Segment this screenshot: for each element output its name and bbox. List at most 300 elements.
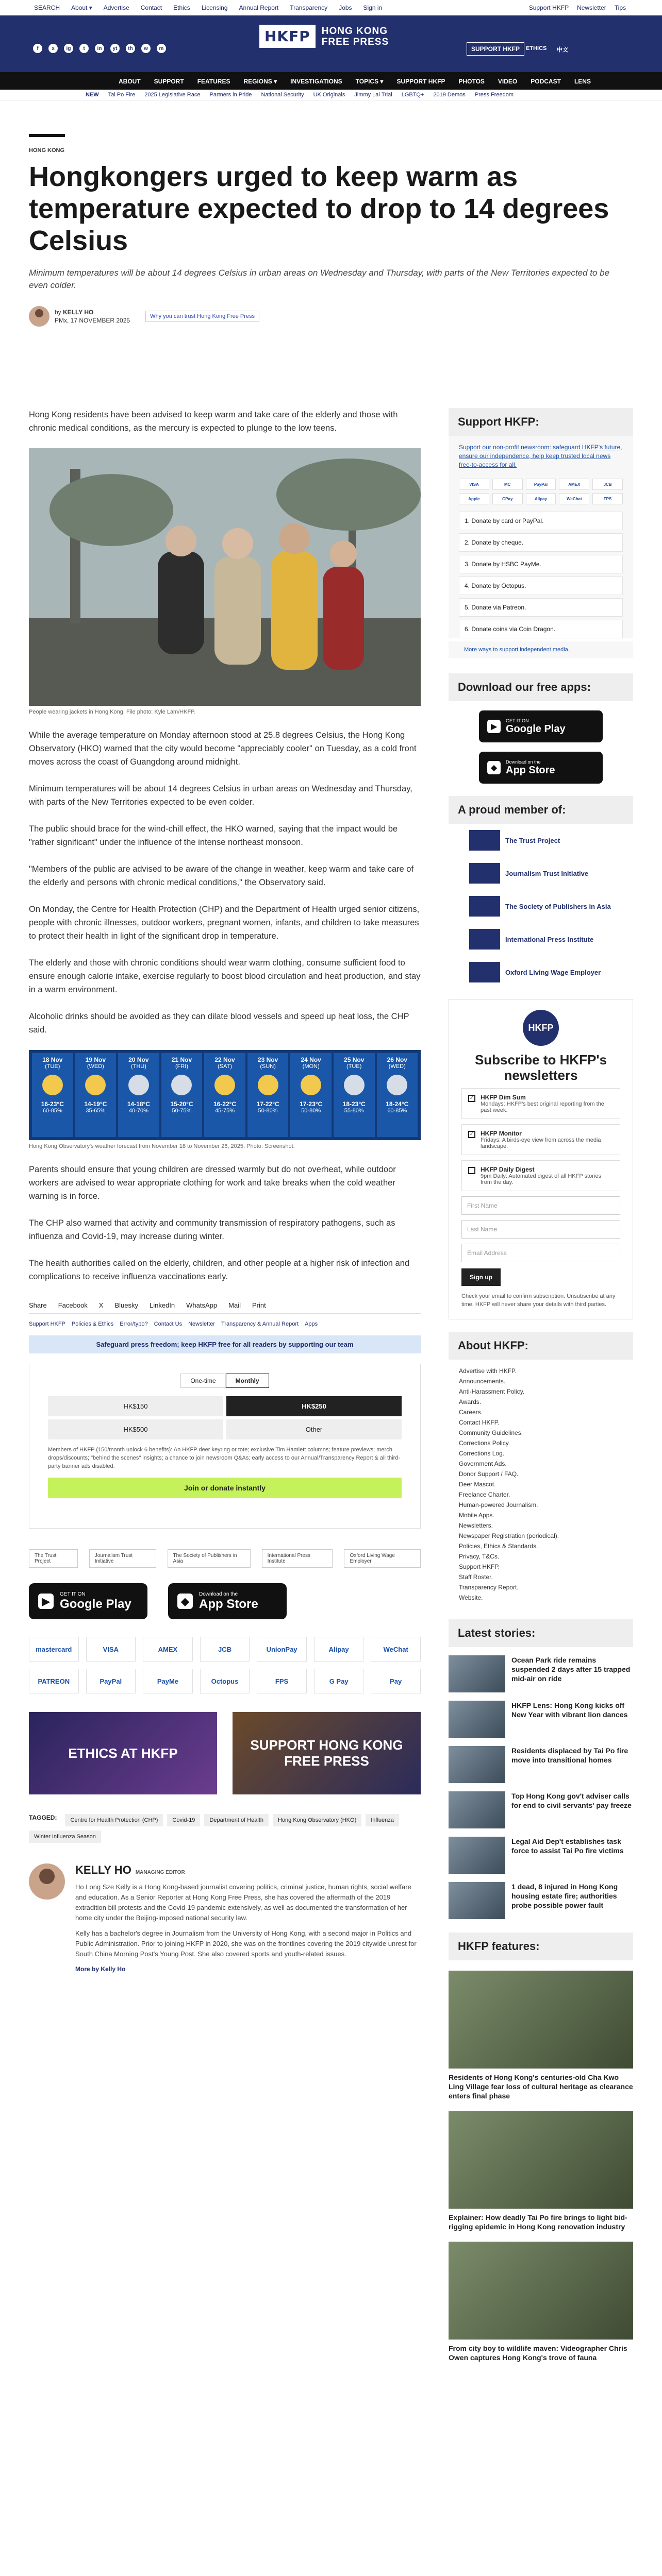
story-thumbnail[interactable] xyxy=(449,1882,505,1919)
tag-chip[interactable]: Winter Influenza Season xyxy=(29,1831,101,1843)
publish-date: PMx, 17 NOVEMBER 2025 xyxy=(55,317,130,324)
last-name-field[interactable]: Last Name xyxy=(461,1220,620,1239)
support-banner[interactable]: Safeguard press freedom; keep HKFP free for all readers by supporting our team xyxy=(29,1335,421,1353)
payment-logo: Pay xyxy=(371,1669,421,1693)
footer-link[interactable]: Transparency & Annual Report xyxy=(221,1321,299,1327)
byline-text: by KELLY HO PMx, 17 NOVEMBER 2025 xyxy=(55,309,130,324)
newsletter-checkbox[interactable]: ✓ xyxy=(468,1095,475,1102)
feature-image[interactable] xyxy=(449,2111,633,2209)
card-logo: Apple xyxy=(459,493,489,504)
badge-line-1: Download on the xyxy=(506,759,541,765)
author-bio: Kelly has a bachelor's degree in Journalism from the University of Hong Kong, with a second major in Politics and Public Administration. Prior to joining HKFP in 2020, she was on the frontlines covering the 2019 citywide unrest for South China Morning Post's Young Post. She also covered sports and youth-related issues. xyxy=(75,1929,417,1958)
story-title[interactable]: 1 dead, 8 injured in Hong Kong housing estate fire; authorities probe possible power fault xyxy=(511,1883,618,1909)
share-link: Share xyxy=(29,1301,47,1309)
utility-link[interactable]: SEARCH xyxy=(34,4,60,11)
one-time-tab[interactable]: One-time xyxy=(180,1374,225,1388)
amount-option[interactable]: HK$150 xyxy=(48,1396,223,1416)
payment-logos xyxy=(29,1637,421,1693)
author-name[interactable]: KELLY HO xyxy=(63,309,94,316)
trending-item[interactable]: Tai Po Fire xyxy=(108,92,136,98)
nav-item[interactable]: SUPPORT xyxy=(154,78,184,85)
weather-weekday: (SUN) xyxy=(260,1063,276,1070)
about-link[interactable]: Community Guidelines. xyxy=(459,1429,523,1436)
weather-date: 25 Nov xyxy=(344,1056,365,1063)
story-title[interactable]: Top Hong Kong gov't adviser calls for end to civil servants' pay freeze xyxy=(511,1792,632,1809)
member-name: International Press Institute xyxy=(505,935,594,943)
story-title[interactable]: Residents displaced by Tai Po fire move into transitional homes xyxy=(511,1747,628,1764)
support-button[interactable]: SUPPORT HKFP xyxy=(467,42,524,56)
article-body xyxy=(29,408,421,1973)
author-avatar[interactable] xyxy=(29,306,49,327)
newsletter-option-text xyxy=(481,1094,614,1113)
about-link[interactable]: Announcements. xyxy=(459,1378,506,1385)
sidebar-donate-options xyxy=(449,512,633,638)
play-icon: ▶ xyxy=(38,1594,54,1609)
utility-link[interactable]: Contact xyxy=(140,4,162,11)
app-store-badges xyxy=(29,1583,421,1619)
story-title[interactable]: Legal Aid Dep't establishes task force to assist Tai Po fire victims xyxy=(511,1837,624,1855)
about-link[interactable]: Privacy, T&Cs. xyxy=(459,1553,500,1560)
amount-option[interactable]: HK$500 xyxy=(48,1419,223,1439)
member-mark xyxy=(469,863,500,884)
payment-logo: G Pay xyxy=(314,1669,364,1693)
feature-title[interactable]: Explainer: How deadly Tai Po fire brings to light bid-rigging epidemic in Hong Kong renovation industry xyxy=(449,2213,627,2231)
weather-weekday: (MON) xyxy=(302,1063,320,1070)
story-thumbnail[interactable] xyxy=(449,1655,505,1692)
newsletter-checkbox[interactable] xyxy=(468,1167,475,1174)
nav-item[interactable]: VIDEO xyxy=(498,78,518,85)
about-link[interactable]: Support HKFP. xyxy=(459,1563,500,1570)
logo-mark[interactable]: HKFP xyxy=(259,25,316,48)
ethics-link[interactable]: ETHICS xyxy=(526,45,547,52)
weather-humidity: 50-80% xyxy=(301,1108,321,1114)
tagged-label: TAGGED: xyxy=(29,1814,57,1821)
footer-link[interactable]: Newsletter xyxy=(188,1321,216,1327)
more-ways-link[interactable]: More ways to support independent media. xyxy=(464,647,570,653)
google-play-badge[interactable] xyxy=(29,1583,147,1619)
utility-link[interactable]: Sign in xyxy=(363,4,383,11)
newsletter-title: Subscribe to HKFP's newsletters xyxy=(474,1052,607,1083)
about-link[interactable]: Deer Mascot. xyxy=(459,1481,496,1488)
newsletter-option[interactable] xyxy=(461,1088,620,1119)
newsletter-option-desc: 9pm Daily: Automated digest of all HKFP stories from the day. xyxy=(481,1173,601,1185)
footer-link[interactable]: Contact Us xyxy=(154,1321,183,1327)
tag-chip[interactable]: Department of Health xyxy=(204,1814,269,1826)
utility-links xyxy=(34,4,382,11)
member-mark xyxy=(469,896,500,917)
payment-logo: UnionPay xyxy=(257,1637,307,1662)
trending-bar xyxy=(0,90,662,101)
trending-item[interactable]: UK Originals xyxy=(313,92,345,98)
author-box xyxy=(29,1863,421,1973)
utility-link[interactable]: Licensing xyxy=(201,4,228,11)
member-logo[interactable] xyxy=(449,890,633,923)
payment-logo: PayPal xyxy=(86,1669,136,1693)
donate-option[interactable]: 3. Donate by HSBC PayMe. xyxy=(459,555,623,573)
about-link[interactable]: Corrections Policy. xyxy=(459,1439,510,1447)
author-box-name-text[interactable]: KELLY HO xyxy=(75,1863,131,1876)
sun-icon xyxy=(85,1075,106,1095)
partner-logo[interactable]: Oxford Living Wage Employer xyxy=(344,1549,421,1568)
newsletter-checkbox[interactable]: ✓ xyxy=(468,1131,475,1138)
utility-link[interactable]: Transparency xyxy=(290,4,328,11)
latest-story[interactable] xyxy=(449,1701,633,1738)
utility-link[interactable]: About ▾ xyxy=(71,4,92,11)
donate-toggle xyxy=(48,1374,402,1388)
about-link[interactable]: Website. xyxy=(459,1594,483,1601)
newsletter-option[interactable] xyxy=(461,1124,620,1155)
weather-temp: 17-23°C xyxy=(300,1100,323,1108)
member-name: The Trust Project xyxy=(505,836,560,844)
story-thumbnail[interactable] xyxy=(449,1791,505,1828)
social-icon[interactable]: th xyxy=(126,44,135,53)
weather-temp: 15-20°C xyxy=(170,1100,193,1108)
partner-logo[interactable]: International Press Institute xyxy=(262,1549,333,1568)
weather-day xyxy=(204,1053,245,1137)
cloud-icon xyxy=(344,1075,365,1095)
main-nav xyxy=(0,72,662,90)
feature-story[interactable] xyxy=(449,2242,633,2362)
nav-items xyxy=(119,78,591,85)
site-header xyxy=(0,15,662,77)
weather-day xyxy=(290,1053,332,1137)
sidebar-donate-link[interactable]: Support our non-profit newsroom: safeguard HKFP's future, ensure our independence, help keep trusted local news free-to-access for all. xyxy=(459,444,622,468)
about-link[interactable]: Donor Support / FAQ. xyxy=(459,1470,519,1478)
weather-temp: 18-24°C xyxy=(386,1100,409,1108)
newsletter-option-desc: Mondays: HKFP's best original reporting from the past week. xyxy=(481,1101,604,1113)
donate-option[interactable]: 6. Donate coins via Coin Dragon. xyxy=(459,620,623,638)
social-icon[interactable]: in xyxy=(95,44,104,53)
app-store-badge[interactable] xyxy=(168,1583,287,1619)
nav-item[interactable]: INVESTIGATIONS xyxy=(290,78,342,85)
weather-weekday: (TUE) xyxy=(346,1063,362,1070)
payment-logo: AMEX xyxy=(143,1637,193,1662)
nav-item[interactable]: PODCAST xyxy=(531,78,561,85)
badge-line-1: GET IT ON xyxy=(506,718,529,723)
donate-option[interactable]: 1. Donate by card or PayPal. xyxy=(459,512,623,530)
partner-logo[interactable]: The Society of Publishers in Asia xyxy=(168,1549,251,1568)
apple-icon: ◆ xyxy=(487,761,501,774)
newsletter-option-title: HKFP Monitor xyxy=(481,1130,522,1137)
donate-button[interactable]: Join or donate instantly xyxy=(48,1478,402,1498)
latest-story[interactable] xyxy=(449,1882,633,1919)
author-bio: Ho Long Sze Kelly is a Hong Kong-based journalist covering politics, criminal justice, human rights, social welfare and education. As a Senior Reporter at Hong Kong Free Press, she has covered the aftermath of the 2019 extradition bill protests and the Covid-19 pandemic extensively, as well as documented the transformation of her home city under the Beijing-imposed national security law. xyxy=(75,1883,411,1922)
about-link[interactable]: Government Ads. xyxy=(459,1460,507,1467)
paragraph: On Monday, the Centre for Health Protection (CHP) and the Department of Health urged senior citizens, people with chronic illnesses, outdoor workers, pregnant women, infants, and children to take measures to protect their health in light of the significant drop in temperature. xyxy=(29,905,420,941)
trending-item[interactable]: LGBTQ+ xyxy=(401,92,424,98)
card-logo: JCB xyxy=(592,479,623,490)
feature-story[interactable] xyxy=(449,2111,633,2231)
weather-date: 20 Nov xyxy=(128,1056,149,1063)
tag-chip[interactable]: Hong Kong Observatory (HKO) xyxy=(273,1814,361,1826)
card-logo: GPay xyxy=(492,493,523,504)
cloud-icon xyxy=(387,1075,407,1095)
weather-temp: 14-19°C xyxy=(84,1100,107,1108)
weather-humidity: 50-80% xyxy=(258,1108,278,1114)
newsletter-option-desc: Fridays: A birds-eye view from across the media landscape. xyxy=(481,1137,601,1149)
social-icon[interactable]: yt xyxy=(110,44,120,53)
about-link[interactable]: Advertise with HKFP. xyxy=(459,1367,517,1375)
utility-link[interactable]: Jobs xyxy=(339,4,352,11)
weather-temp: 17-22°C xyxy=(256,1100,279,1108)
latest-story[interactable] xyxy=(449,1837,633,1874)
article-kicker[interactable]: HONG KONG xyxy=(29,147,65,154)
newsletter-option-title: HKFP Daily Digest xyxy=(481,1166,535,1173)
badge-text xyxy=(199,1591,258,1612)
weather-day xyxy=(118,1053,159,1137)
weather-temp: 14-18°C xyxy=(127,1100,150,1108)
partner-logos xyxy=(29,1549,421,1568)
utility-right-link[interactable]: Tips xyxy=(614,4,626,11)
logo-text xyxy=(322,26,389,47)
about-link[interactable]: Corrections Log. xyxy=(459,1450,505,1457)
about-link[interactable]: Transparency Report. xyxy=(459,1584,519,1591)
member-logo[interactable] xyxy=(449,956,633,989)
about-heading: About HKFP: xyxy=(449,1332,633,1360)
tag-list xyxy=(29,1814,421,1843)
share-link[interactable]: Mail xyxy=(228,1301,241,1309)
social-icon[interactable]: ig xyxy=(64,44,73,53)
newsletter-option[interactable] xyxy=(461,1160,620,1191)
social-icon[interactable]: w xyxy=(141,44,151,53)
about-link[interactable]: Contact HKFP. xyxy=(459,1419,500,1426)
nav-item[interactable]: SUPPORT HKFP xyxy=(396,78,445,85)
about-link[interactable]: Staff Roster. xyxy=(459,1573,493,1581)
member-name: Journalism Trust Initiative xyxy=(505,869,589,877)
footer-link[interactable]: Support HKFP xyxy=(29,1321,65,1327)
trending-item[interactable]: Partners in Pride xyxy=(209,92,252,98)
weather-humidity: 55-80% xyxy=(344,1108,364,1114)
social-icon[interactable]: t xyxy=(79,44,89,53)
about-link[interactable]: Policies, Ethics & Standards. xyxy=(459,1543,538,1550)
email-field[interactable]: Email Address xyxy=(461,1244,620,1262)
member-mark xyxy=(469,962,500,982)
logo-line-1: HONG KONG xyxy=(321,25,388,37)
badge-line-2: App Store xyxy=(506,764,555,776)
utility-right-link[interactable]: Support HKFP xyxy=(528,4,569,11)
payment-logo: Alipay xyxy=(314,1637,364,1662)
social-icons xyxy=(33,44,166,53)
about-link[interactable]: Careers. xyxy=(459,1409,483,1416)
newsletter-logo: HKFP xyxy=(523,1010,559,1046)
badge-line-1: GET IT ON xyxy=(60,1591,86,1597)
utility-bar xyxy=(0,0,662,15)
amount-option[interactable]: HK$250 xyxy=(226,1396,402,1416)
latest-story[interactable] xyxy=(449,1746,633,1783)
sidebar-card-logos xyxy=(449,477,633,512)
weather-weekday: (SAT) xyxy=(218,1063,232,1070)
card-logo: Alipay xyxy=(526,493,556,504)
sidebar-donate-text xyxy=(449,436,633,477)
social-icon[interactable]: m xyxy=(157,44,166,53)
newsletter-box xyxy=(449,999,633,1319)
play-icon: ▶ xyxy=(487,720,501,733)
promo-banners xyxy=(29,1712,421,1794)
feature-title[interactable]: Residents of Hong Kong's centuries-old Cha Kwo Ling Village fear loss of cultural heritage as clearance enters final phase xyxy=(449,2073,633,2100)
article-header xyxy=(29,134,637,327)
logo-line-2: FREE PRESS xyxy=(321,36,389,47)
feature-title[interactable]: From city boy to wildlife maven: Videographer Chris Owen captures Hong Kong's trove of fauna xyxy=(449,2344,627,2362)
feature-story[interactable] xyxy=(449,1971,633,2100)
nav-item[interactable]: PHOTOS xyxy=(458,78,485,85)
footer-link[interactable]: Policies & Ethics xyxy=(71,1321,114,1327)
payment-logo: PayMe xyxy=(143,1669,193,1693)
payment-logo: Octopus xyxy=(200,1669,250,1693)
payment-logo: WeChat xyxy=(371,1637,421,1662)
photo-illustration xyxy=(29,448,421,706)
newsletter-note: Check your email to confirm subscription. Unsubscribe at any time. HKFP will never share your details with third parties. xyxy=(461,1293,616,1308)
apps-heading: Download our free apps: xyxy=(449,673,633,701)
story-thumbnail[interactable] xyxy=(449,1701,505,1738)
nav-item[interactable]: REGIONS ▾ xyxy=(243,78,277,85)
latest-story[interactable] xyxy=(449,1791,633,1828)
utility-link[interactable]: Advertise xyxy=(103,4,129,11)
site-logo[interactable] xyxy=(259,25,389,48)
donate-option[interactable]: 4. Donate by Octopus. xyxy=(459,577,623,595)
social-icon[interactable]: x xyxy=(48,44,58,53)
nav-item[interactable]: FEATURES xyxy=(197,78,230,85)
share-link[interactable]: LinkedIn xyxy=(150,1301,175,1309)
utility-link[interactable]: Ethics xyxy=(173,4,190,11)
app-store-badge[interactable] xyxy=(479,752,603,784)
utility-link[interactable]: Annual Report xyxy=(239,4,279,11)
nav-item[interactable]: LENS xyxy=(574,78,591,85)
share-link[interactable]: WhatsApp xyxy=(186,1301,218,1309)
author-box-avatar[interactable] xyxy=(29,1863,65,1900)
paragraph: Parents should ensure that young children are dressed warmly but do not overheat, while outdoor workers are advised to wear appropriate clothing for work and take breaks when the cold weather warning is in force. xyxy=(29,1165,396,1201)
trending-items xyxy=(86,92,514,98)
about-link[interactable]: Mobile Apps. xyxy=(459,1512,494,1519)
donate-option[interactable]: 2. Donate by cheque. xyxy=(459,533,623,552)
trending-item[interactable]: Jimmy Lai Trial xyxy=(354,92,392,98)
weather-caption: Hong Kong Observatory's weather forecast from November 18 to November 26, 2025. Photo: Screenshot. xyxy=(29,1143,295,1149)
photo-caption: People wearing jackets in Hong Kong. File photo: Kyle Lam/HKFP. xyxy=(29,709,196,715)
about-link[interactable]: Newsletters. xyxy=(459,1522,493,1529)
member-mark xyxy=(469,830,500,851)
google-play-badge[interactable] xyxy=(479,710,603,742)
tag-chip[interactable]: Influenza xyxy=(366,1814,399,1826)
weather-day xyxy=(247,1053,289,1137)
newsletter-options xyxy=(461,1088,620,1191)
member-logo[interactable] xyxy=(449,824,633,857)
amount-option[interactable]: Other xyxy=(226,1419,402,1439)
apple-icon: ◆ xyxy=(177,1594,193,1609)
newsletter-option-title: HKFP Dim Sum xyxy=(481,1094,526,1101)
card-logo: PayPal xyxy=(526,479,556,490)
share-link[interactable]: Bluesky xyxy=(114,1301,138,1309)
support-hkfp-banner[interactable]: SUPPORT HONG KONG FREE PRESS xyxy=(233,1712,421,1794)
about-link[interactable]: Newspaper Registration (periodical). xyxy=(459,1532,559,1539)
donate-note: Members of HKFP (150/month unlock 6 benefits): An HKFP deer keyring or tote; exclusive Tim Hamlett columns; feature previews; merch drops/discounts; "behind the scenes" insights; a chance to join newsroom Q&As; early access to our Annual/Transparency Report & all third-party banner ads disabled. xyxy=(48,1447,401,1469)
donate-amounts xyxy=(48,1396,402,1439)
partner-logo[interactable]: Journalism Trust Initiative xyxy=(89,1549,156,1568)
member-logo[interactable] xyxy=(449,923,633,956)
newsletter-option-text xyxy=(481,1166,614,1185)
monthly-tab[interactable]: Monthly xyxy=(226,1374,269,1388)
trending-item[interactable]: 2019 Demos xyxy=(433,92,466,98)
share-bar xyxy=(29,1297,421,1314)
footer-link[interactable]: Apps xyxy=(305,1321,318,1327)
nav-item[interactable]: ABOUT xyxy=(119,78,141,85)
latest-story[interactable] xyxy=(449,1655,633,1692)
social-icon[interactable]: f xyxy=(33,44,42,53)
weather-date: 23 Nov xyxy=(257,1056,278,1063)
donate-widget xyxy=(29,1364,421,1529)
about-link[interactable]: Human-powered Journalism. xyxy=(459,1501,538,1509)
share-link[interactable]: Facebook xyxy=(58,1301,88,1309)
member-logo[interactable] xyxy=(449,857,633,890)
signup-button[interactable]: Sign up xyxy=(461,1268,501,1286)
trending-label: NEW xyxy=(86,92,99,98)
weather-weekday: (THU) xyxy=(130,1063,146,1070)
badge-line-2: App Store xyxy=(199,1597,258,1611)
trending-item[interactable]: Press Freedom xyxy=(474,92,514,98)
article-photo xyxy=(29,448,421,706)
card-logo: MC xyxy=(492,479,523,490)
ethics-banner[interactable]: ETHICS AT HKFP xyxy=(29,1712,217,1794)
paragraph: Alcoholic drinks should be avoided as they can dilate blood vessels and speed up heat loss, the CHP said. xyxy=(29,1012,409,1035)
title-rule xyxy=(29,134,65,137)
badge-line-1: Download on the xyxy=(199,1591,238,1597)
weather-weekday: (WED) xyxy=(388,1063,406,1070)
chinese-link[interactable]: 中文 xyxy=(557,47,568,53)
weather-forecast-image xyxy=(29,1050,421,1140)
payment-logo: JCB xyxy=(200,1637,250,1662)
footer-link[interactable]: Error/typo? xyxy=(120,1321,148,1327)
paragraph: The public should brace for the wind-chill effect, the HKO warned, saying that the impact would be "rather significant" under the influence of the intense northeast monsoon. xyxy=(29,824,398,847)
about-link[interactable]: Anti-Harassment Policy. xyxy=(459,1388,525,1395)
weather-date: 22 Nov xyxy=(214,1056,235,1063)
about-link[interactable]: Freelance Charter. xyxy=(459,1491,510,1498)
story-title[interactable]: Ocean Park ride remains suspended 2 days after 15 trapped mid-air on ride xyxy=(511,1656,631,1683)
about-link[interactable]: Awards. xyxy=(459,1398,482,1405)
share-link[interactable]: X xyxy=(98,1301,104,1309)
donate-option[interactable]: 5. Donate via Patreon. xyxy=(459,598,623,617)
share-link[interactable]: Print xyxy=(252,1301,266,1309)
weather-day xyxy=(334,1053,375,1137)
utility-right-link[interactable]: Newsletter xyxy=(577,4,606,11)
sidebar-donate-heading: Support HKFP: xyxy=(449,408,633,436)
weather-humidity: 50-75% xyxy=(172,1108,192,1114)
first-name-field[interactable]: First Name xyxy=(461,1196,620,1215)
member-mark xyxy=(469,929,500,950)
tag-chip[interactable]: Centre for Health Protection (CHP) xyxy=(65,1814,163,1826)
member-heading: A proud member of: xyxy=(449,796,633,824)
card-logo: AMEX xyxy=(559,479,589,490)
story-title[interactable]: HKFP Lens: Hong Kong kicks off New Year with vibrant lion dances xyxy=(511,1701,628,1719)
paragraph: "Members of the public are advised to be aware of the change in weather, keep warm and take care of the elderly and persons with chronic medical conditions," the Observatory said. xyxy=(29,865,414,887)
trending-item[interactable]: National Security xyxy=(261,92,304,98)
utility-right-links xyxy=(529,4,626,11)
feature-image[interactable] xyxy=(449,1971,633,2069)
newsletter-option-text xyxy=(481,1130,614,1149)
badge-line-2: Google Play xyxy=(60,1597,131,1611)
weather-humidity: 45-75% xyxy=(215,1108,235,1114)
card-logo: VISA xyxy=(459,479,489,490)
tag-chip[interactable]: Covid-19 xyxy=(167,1814,200,1826)
feature-image[interactable] xyxy=(449,2242,633,2340)
nav-item[interactable]: TOPICS ▾ xyxy=(355,78,384,85)
weather-date: 18 Nov xyxy=(42,1056,63,1063)
more-by-author-link[interactable]: More by Kelly Ho xyxy=(75,1965,126,1973)
trust-link[interactable]: Why you can trust Hong Kong Free Press xyxy=(145,311,259,322)
story-thumbnail[interactable] xyxy=(449,1746,505,1783)
partner-logo[interactable]: The Trust Project xyxy=(29,1549,78,1568)
paragraph: The elderly and those with chronic conditions should wear warm clothing, consume sufficient food to ensure enough calorie intake, exercise regularly to boost blood circulation and heat production, and stay in a warm environment. xyxy=(29,958,421,994)
trending-item[interactable]: 2025 Legislative Race xyxy=(144,92,201,98)
story-thumbnail[interactable] xyxy=(449,1837,505,1874)
member-list xyxy=(449,824,633,989)
